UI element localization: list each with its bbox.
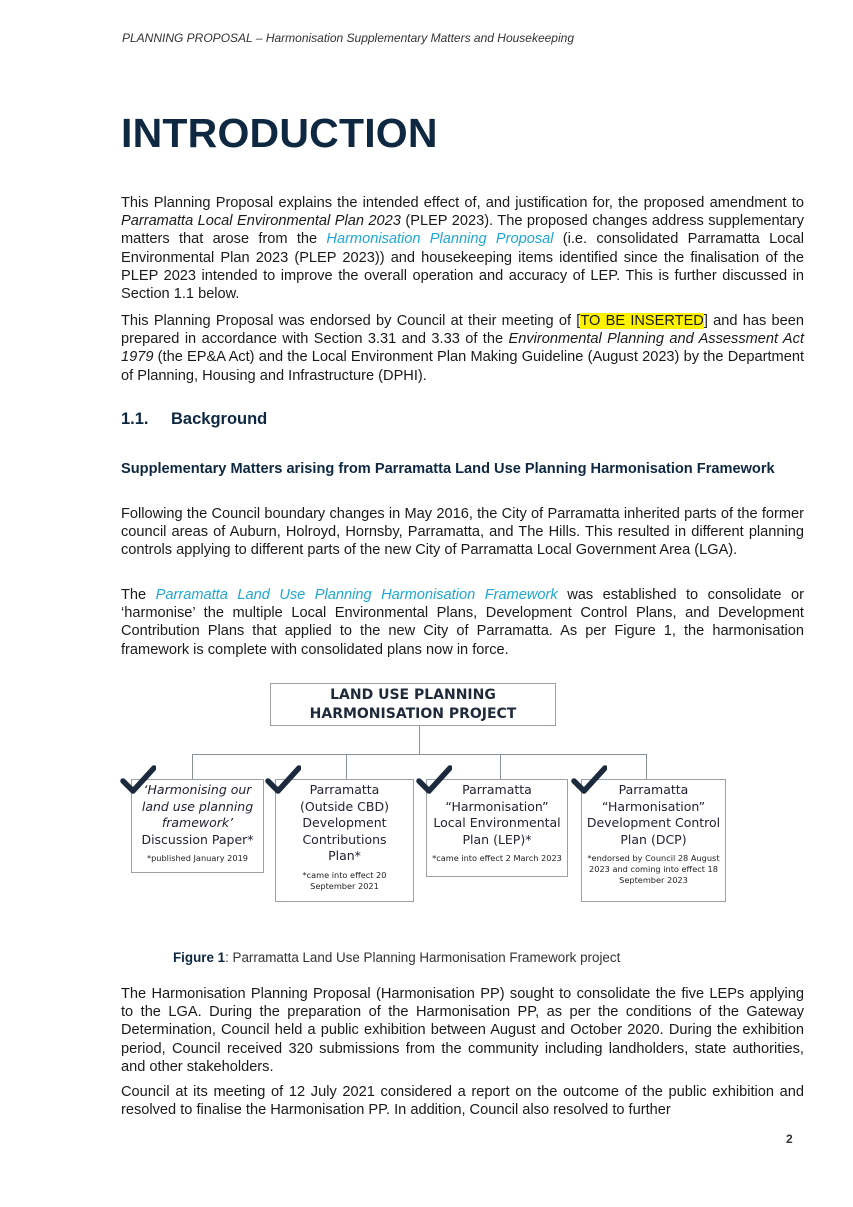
box-line: Development	[302, 815, 387, 830]
connector-line	[192, 754, 193, 779]
checkmark-icon	[120, 765, 156, 795]
connector-line	[419, 726, 420, 754]
chart-box-lep	[426, 779, 568, 877]
text-run: ] and has been prepared in accordance with Section 3.31 and 3.33 of the	[121, 313, 804, 348]
text-run: was established to consolidate or ‘harmonise’ the multiple Local Environmental Plans, Development Control Plans, and Development Contribution Plans that applied to the new City of Parramatta. As per Figure 1, the harmonisation framework is complete with consolidated plans now in force.	[121, 587, 804, 658]
chart-box-contributions-plan	[275, 779, 414, 902]
section-heading	[121, 410, 267, 429]
text-run: This Planning Proposal explains the intended effect of, and justification for, the proposed amendment to	[121, 195, 804, 211]
section-number: 1.1.	[121, 410, 149, 428]
connector-line	[346, 754, 347, 779]
connector-line	[192, 754, 647, 755]
box-line: framework’	[161, 815, 234, 830]
checkmark-icon	[265, 765, 301, 795]
chart-top-box	[270, 683, 556, 726]
box-line: Contributions	[302, 831, 387, 847]
box-line: Parramatta	[618, 782, 689, 797]
plan-name: Parramatta Local Environmental Plan 2023	[121, 213, 401, 230]
intro-paragraph-2	[121, 312, 804, 385]
top-box-line: HARMONISATION PROJECT	[309, 706, 517, 722]
page-title: INTRODUCTION	[121, 110, 438, 156]
box-line: Plan*	[328, 848, 361, 863]
background-paragraph-2	[121, 586, 804, 659]
text-run: This Planning Proposal was endorsed by Council at their meeting of [	[121, 313, 581, 329]
top-box-line: LAND USE PLANNING	[330, 687, 496, 703]
box-line: “Harmonisation”	[601, 798, 706, 814]
text-run: The	[121, 587, 156, 603]
box-line: Parramatta	[309, 782, 380, 797]
checkmark-icon	[571, 765, 607, 795]
text-run: (PLEP 2023). The proposed changes address supplementary matters that arose from the	[121, 213, 804, 248]
box-note: *endorsed by Council 28 August 2023 and coming into effect 18 September 2023	[587, 853, 720, 885]
box-line: “Harmonisation”	[445, 798, 549, 814]
figure-caption	[173, 950, 620, 965]
chart-box-discussion-paper	[131, 779, 264, 873]
box-note: *came into effect 2 March 2023	[432, 853, 562, 863]
box-line: Plan (LEP)*	[462, 831, 532, 847]
background-paragraph-1: Following the Council boundary changes in May 2016, the City of Parramatta inherited parts of the former council areas of Auburn, Holroyd, Hornsby, Parramatta, and The Hills. This resulted in different planning controls applying to different parts of the new City of Parramatta Local Government Area (LGA).	[121, 506, 804, 559]
running-header: PLANNING PROPOSAL – Harmonisation Supplementary Matters and Housekeeping	[122, 31, 574, 45]
box-line: Development Control	[586, 815, 721, 830]
intro-paragraph-1	[121, 194, 804, 303]
text-run: (the EP&A Act) and the Local Environment Plan Making Guideline (August 2023) by the Department of Planning, Housing and Infrastructure (DPHI).	[121, 349, 804, 384]
highlight-placeholder: TO BE INSERTED	[580, 313, 704, 329]
box-line: Local Environmental	[433, 815, 561, 830]
connector-line	[500, 754, 501, 779]
text-run: (i.e. consolidated Parramatta Local Environmental Plan 2023 (PLEP 2023)) and housekeeping items identified since the finalisation of the PLEP 2023 intended to improve the overall operation and accuracy of LEP. This is further discussed in Section 1.1 below.	[121, 231, 804, 303]
harmonisation-framework-link[interactable]: Parramatta Land Use Planning Harmonisation Framework	[155, 587, 558, 603]
box-line: Discussion Paper*	[141, 831, 254, 847]
connector-line	[646, 754, 647, 779]
after-figure-paragraph-1: The Harmonisation Planning Proposal (Harmonisation PP) sought to consolidate the five LEPs applying to the LGA. During the preparation of the Harmonisation PP, as per the conditions of the Gateway Determination, Council held a public exhibition between August and October 2020. During the exhibition period, Council received 320 submissions from the community including landholders, state authorities, and other stakeholders.	[121, 986, 804, 1075]
harmonisation-pp-link[interactable]: Harmonisation Planning Proposal	[326, 231, 554, 248]
caption-text: : Parramatta Land Use Planning Harmonisation Framework project	[225, 950, 621, 965]
box-note: *published January 2019	[147, 853, 248, 863]
box-line: Parramatta	[462, 782, 532, 797]
box-line: land use planning	[141, 798, 254, 814]
section-title: Background	[171, 410, 268, 428]
box-line: Plan (DCP)	[620, 831, 687, 847]
box-line: ‘Harmonising our	[143, 782, 252, 797]
box-note: *came into effect 20 September 2021	[302, 869, 387, 891]
checkmark-icon	[416, 765, 452, 795]
caption-label: Figure 1	[173, 950, 226, 965]
subsection-heading: Supplementary Matters arising from Parramatta Land Use Planning Harmonisation Framework	[121, 461, 775, 477]
box-line: (Outside CBD)	[300, 798, 389, 814]
after-figure-paragraph-2: Council at its meeting of 12 July 2021 considered a report on the outcome of the public exhibition and resolved to finalise the Harmonisation PP. In addition, Council also resolved to further	[121, 1084, 804, 1119]
act-name: Environmental Planning and Assessment Act 1979	[121, 331, 805, 366]
chart-box-dcp	[581, 779, 726, 902]
page-number: 2	[786, 1132, 793, 1146]
